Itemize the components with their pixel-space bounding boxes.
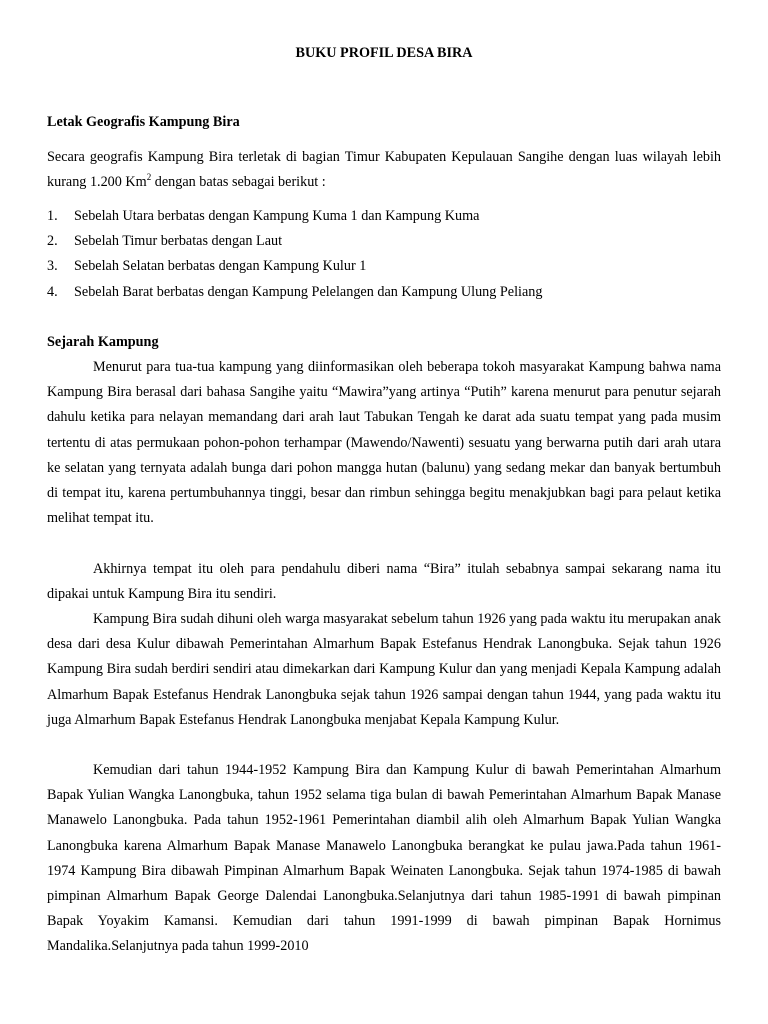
history-paragraph-2: Akhirnya tempat itu oleh para pendahulu diberi nama “Bira” itulah sebabnya sampai sekarang nama itu dipakai untuk Kampung Bira itu sendiri.	[47, 561, 721, 603]
list-item	[47, 282, 727, 307]
section-heading-geografis: Letak Geografis Kampung Bira	[47, 114, 240, 130]
list-text: Sebelah Barat berbatas dengan Kampung Pelelangen dan Kampung Ulung Peliang	[74, 283, 543, 300]
history-paragraph-3: Kampung Bira sudah dihuni oleh warga masyarakat sebelum tahun 1926 yang pada waktu itu merupakan anak desa dari desa Kulur dibawah Pemerintahan Almarhum Bapak Estefanus Hendrak Lanongbuka. Sejak tahun 1926 Kampung Bira sudah berdiri sendiri atau dimekarkan dari Kampung Kulur dan yang menjadi Kepala Kampung adalah Almarhum Bapak Estefanus Hendrak Lanongbuka sejak tahun 1926 sampai dengan tahun 1944, yang pada waktu itu juga Almarhum Bapak Estefanus Hendrak Lanongbuka menjabat Kepala Kampung Kulur.	[47, 611, 721, 728]
history-paragraph-4: Kemudian dari tahun 1944-1952 Kampung Bira dan Kampung Kulur di bawah Pemerintahan Almarhum Bapak Yulian Wangka Lanongbuka, tahun 1952 selama tiga bulan di bawah Pemerintahan Almarhum Bapak Manase Manawelo Lanongbuka. Pada tahun 1952-1961 Pemerintahan diambil alih oleh Almarhum Bapak Yulian Wangka Lanongbuka karena Almarhum Bapak Manase Manawelo Lanongbuka berangkat ke pulau jawa.Pada tahun 1961-1974 Kampung Bira dibawah Pimpinan Almarhum Bapak Weinaten Lanongbuka. Sejak tahun 1974-1985 di bawah pimpinan Almarhum Bapak George Dalendai Lanongbuka.Selanjutnya dari tahun 1985-1991 di bawah pimpinan Bapak Yoyakim Kamansi. Kemudian dari tahun 1991-1999 di bawah pimpinan Bapak Hornimus Mandalika.Selanjutnya pada tahun 1999-2010	[47, 762, 721, 955]
intro-text-end: dengan batas sebagai berikut :	[151, 174, 326, 191]
list-number: 3.	[47, 258, 58, 275]
list-item	[47, 206, 727, 231]
document-title: BUKU PROFIL DESA BIRA	[295, 45, 473, 61]
list-number: 1.	[47, 208, 58, 224]
intro-text: Secara geografis Kampung Bira terletak di bagian Timur Kabupaten Kepulauan Sangihe dengan luas wilayah lebih kurang 1.200 Km	[47, 149, 721, 191]
superscript-2: 2	[146, 172, 152, 183]
list-number: 4.	[47, 283, 58, 300]
list-item	[47, 256, 727, 281]
list-text: Sebelah Utara berbatas dengan Kampung Kuma 1 dan Kampung Kuma	[74, 208, 480, 224]
section-heading-sejarah: Sejarah Kampung	[47, 334, 159, 350]
list-item	[47, 231, 727, 256]
list-text: Sebelah Timur berbatas dengan Laut	[74, 233, 283, 250]
list-number: 2.	[47, 233, 58, 250]
history-paragraph-1: Menurut para tua-tua kampung yang diinformasikan oleh beberapa tokoh masyarakat Kampung bahwa nama Kampung Bira berasal dari bahasa Sangihe yaitu “Mawira”yang artinya “Putih” karena menurut para penutur sejarah dahulu ketika para nelayan memandang dari arah laut Tabukan Tengah ke darat ada suatu tempat yang pada musim tertentu di atas permukaan pohon-pohon terhampar (Mawendo/Nawenti) sesuatu yang berwarna putih dari arah utara ke selatan yang ternyata adalah bunga dari pohon mangga hutan (balunu) yang sedang mekar dan banyak bertumbuh di tempat itu, karena pertumbuhannya tinggi, besar dan rimbun sehingga begitu menakjubkan bagi para pelaut ketika melihat tempat itu.	[47, 359, 721, 527]
boundary-list	[47, 206, 727, 307]
list-text: Sebelah Selatan berbatas dengan Kampung Kulur 1	[74, 258, 367, 275]
intro-paragraph	[47, 145, 721, 195]
